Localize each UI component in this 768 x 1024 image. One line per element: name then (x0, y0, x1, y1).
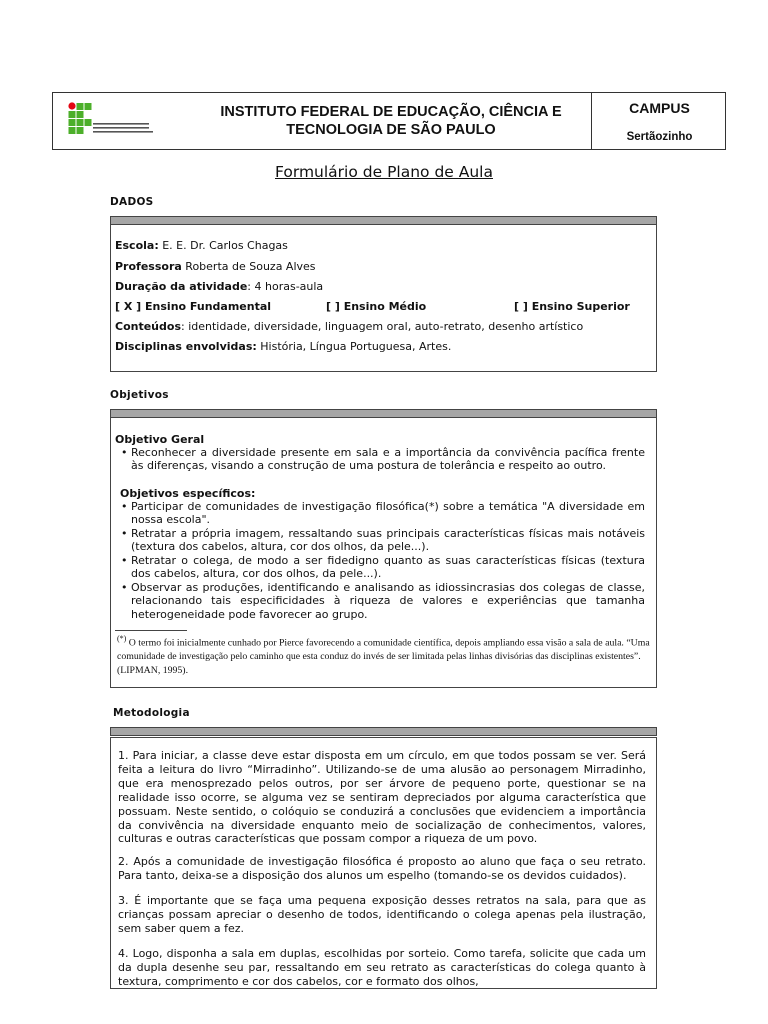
conteudos-label: Conteúdos (115, 320, 181, 333)
bullet: • (121, 554, 128, 567)
metodologia-paragraph-2: 2. Após a comunidade de investigação filosófica é proposto ao aluno que faça o seu retrato. Para tanto, deixa-se a disposição dos alunos um espelho (tomando-se os devidos cuidados). (118, 855, 646, 882)
campus-cell (591, 93, 726, 149)
professora-value: Roberta de Souza Alves (181, 260, 316, 273)
institution-name (181, 103, 601, 139)
conteudos-row (115, 320, 583, 333)
conteudos-value: : identidade, diversidade, linguagem oral, auto-retrato, desenho artístico (181, 320, 584, 333)
objetivo-especifico-text: Retratar o colega, de modo a ser fidedigno quanto as suas características físicas (textura dos cabelos, altura, cor dos olhos, da pele...). (131, 554, 645, 581)
bullet: • (121, 500, 128, 513)
footnote (117, 632, 651, 678)
metodologia-heading: Metodologia (113, 707, 190, 719)
campus-label: CAMPUS (629, 100, 690, 116)
ifsp-logo (53, 93, 153, 149)
metodologia-header-bar (110, 727, 657, 736)
objetivo-especifico-text: Retratar a própria imagem, ressaltando suas principais características físicas mais notáveis (textura dos cabelos, altura, cor dos olhos, da pele...). (131, 527, 645, 554)
list-item (121, 527, 645, 554)
disciplinas-label: Disciplinas envolvidas: (115, 340, 257, 353)
objetivo-especifico-text: Participar de comunidades de investigação filosófica(*) sobre a temática "A diversidade em nossa escola". (131, 500, 645, 527)
bullet: • (121, 581, 128, 594)
list-item (121, 581, 645, 621)
footnote-text: O termo foi inicialmente cunhado por Pierce favorecendo a comunidade científica, depois ampliando essa visão a sala de aula. “Uma comunidade de investigação pelo caminho que esta conduz do invés de ser limitada pelas linhas divisórias das disciplinas existentes”. (LIPMAN, 1995). (117, 637, 650, 677)
dados-heading: DADOS (110, 196, 154, 208)
institution-header (52, 92, 726, 150)
escola-label: Escola: (115, 239, 159, 252)
form-title (0, 163, 768, 181)
footnote-mark: (*) (117, 634, 127, 643)
list-item (121, 554, 645, 581)
escola-row (115, 239, 288, 252)
objetivo-geral-title: Objetivo Geral (115, 433, 205, 446)
objetivo-geral-text: Reconhecer a diversidade presente em sala e a importância da convivência pacífica frente às diferenças, visando a construção de uma postura de tolerância e respeito ao outro. (131, 446, 645, 473)
ensino-fundamental-option: [ X ] Ensino Fundamental (115, 300, 272, 313)
objetivos-section (110, 417, 657, 688)
institution-line-2: TECNOLOGIA DE SÃO PAULO (286, 122, 496, 138)
list-item (121, 446, 645, 473)
objetivos-heading: Objetivos (110, 389, 169, 401)
professora-row (115, 260, 316, 273)
form-title-text: Formulário de Plano de Aula (275, 163, 493, 181)
disciplinas-value: História, Língua Portuguesa, Artes. (256, 340, 452, 353)
ensino-superior-option: [ ] Ensino Superior (514, 300, 630, 313)
objetivos-especificos-title: Objetivos específicos: (120, 487, 256, 500)
duracao-label: Duração da atividade (115, 280, 248, 293)
duracao-value: : 4 horas-aula (247, 280, 324, 293)
list-item (121, 500, 645, 527)
professora-label: Professora (115, 260, 182, 273)
duracao-row (115, 280, 323, 293)
metodologia-paragraph-1: 1. Para iniciar, a classe deve estar disposta em um círculo, em que todos possam se ver. Será feita a leitura do livro “Mirradinho”. Utilizando-se de uma alusão ao personagem Mirradinho, que era menosprezado pelos outros, por ser árvore de pequeno porte, questionar se na realidade isso ocorre, se alguma vez se sentiram depreciados por alguma característica que possuam. Neste sentido, o colóquio se conduzirá a conclusões que evidenciem a importância da convivência na diversidade enquanto meio de socialização de conhecimentos, valores, culturas e outras características que possam compor a riqueza de um povo. (118, 749, 646, 846)
metodologia-section (110, 737, 657, 989)
metodologia-paragraph-4: 4. Logo, disponha a sala em duplas, escolhidas por sorteio. Como tarefa, solicite que cada um da dupla desenhe seu par, ressaltando em seu retrato as características do colega quanto à textura, comprimento e cor dos cabelos, cor e formato dos olhos, (118, 947, 646, 988)
ensino-medio-option: [ ] Ensino Médio (326, 300, 427, 313)
metodologia-paragraph-3: 3. É importante que se faça uma pequena exposição desses retratos na sala, para que as crianças possam apreciar o desenho de todos, identificando o colega apenas pela ilustração, sem saber quem a fez. (118, 894, 646, 935)
escola-value: E. E. Dr. Carlos Chagas (158, 239, 288, 252)
objetivo-especifico-text: Observar as produções, identificando e analisando as idiossincrasias dos colegas de classe, relacionando tais especificidades à riqueza de valores e experiências que tamanha heterogeneidade pode favorecer ao grupo. (131, 581, 645, 621)
disciplinas-row (115, 340, 451, 353)
bullet: • (121, 446, 128, 459)
footnote-separator (115, 630, 187, 631)
bullet: • (121, 527, 128, 540)
institution-line-1: INSTITUTO FEDERAL DE EDUCAÇÃO, CIÊNCIA E (220, 104, 562, 120)
campus-name: Sertãozinho (626, 131, 693, 143)
dados-section (110, 224, 657, 372)
